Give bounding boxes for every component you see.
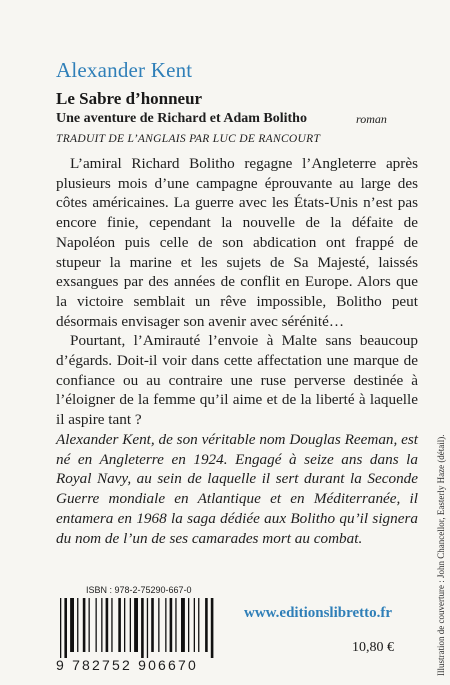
- book-subtitle: Une aventure de Richard et Adam Bolitho: [56, 111, 307, 126]
- barcode: [56, 598, 216, 658]
- author-bio: Alexander Kent, de son véritable nom Douglas Reeman, est né en Angleterre en 1924. Engagé à seize ans dans la Royal Navy, au sein de laquelle il sert durant la Seconde Guerre mondiale en Atlantique et en Méditerranée, il entamera en 1968 la saga dédiée aux Bolitho qu’il signera du nom de l’un de ses camarades mort au combat.: [56, 431, 418, 547]
- barcode-digits: 9 782752 906670: [56, 657, 198, 673]
- isbn: ISBN : 978-2-75290-667-0: [86, 585, 192, 595]
- author-name: Alexander Kent: [56, 58, 193, 82]
- translator-credit: TRADUIT DE L’ANGLAIS PAR LUC DE RANCOURT: [56, 133, 321, 145]
- synopsis-paragraph: L’amiral Richard Bolitho regagne l’Angleterre après plusieurs mois d’une campagne éprouvante au large des côtes américaines. La guerre avec les États-Unis n’est pas encore finie, cependant la nouvelle de la défaite de Napoléon puis celle de son abdication ont frappé de stupeur la marine et les sujets de Sa Majesté, laissés exsangues par des années de conflit en Europe. Alors que la victoire semblait un rêve impossible, Bolitho peut désormais envisager son avenir avec sérénité…: [56, 155, 418, 330]
- price: 10,80 €: [352, 640, 394, 655]
- synopsis-paragraph: Pourtant, l’Amirauté l’envoie à Malte sans beaucoup d’égards. Doit-il voir dans cette affectation une marque de confiance ou au contraire une ruse perverse destinée à l’éloigner de la femme qu’il aime et de la liberté à laquelle il aspire tant ?: [56, 332, 418, 429]
- book-title: Le Sabre d’honneur: [56, 89, 203, 108]
- illustration-credit: Illustration de couverture : John Chancellor, Easterly Haze (détail).: [436, 434, 446, 676]
- barcode-block: [56, 585, 224, 673]
- publisher-website: www.editionslibretto.fr: [244, 605, 393, 621]
- synopsis: [56, 154, 418, 430]
- genre-label: roman: [356, 112, 387, 126]
- subtitle-row: [56, 109, 416, 127]
